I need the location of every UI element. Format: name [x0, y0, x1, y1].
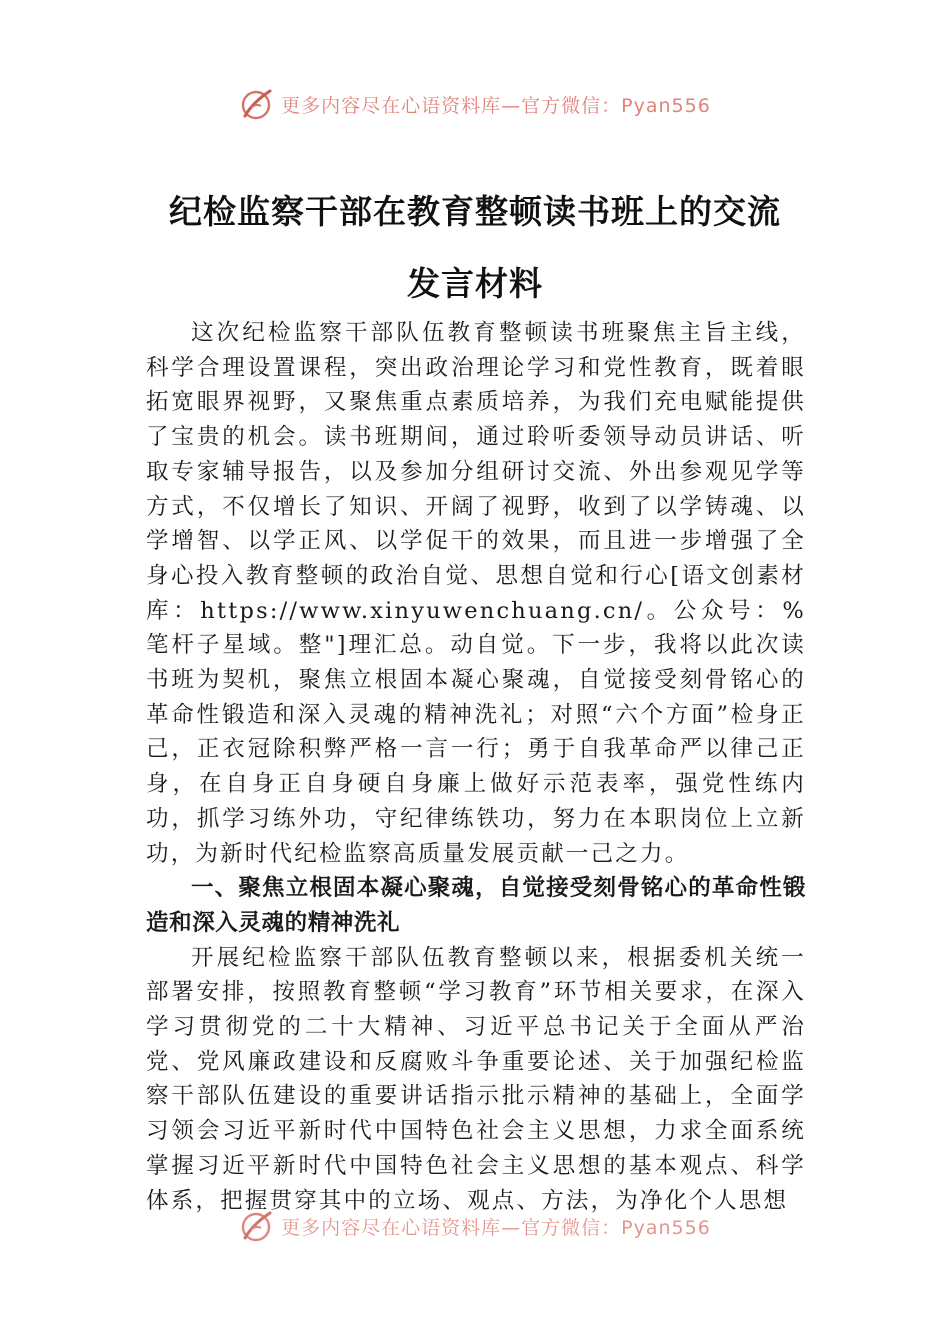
watermark-header: [0, 86, 950, 122]
brush-logo-icon: [239, 86, 275, 122]
watermark-text: 更多内容尽在心语资料库—官方微信：Pyan556: [281, 94, 711, 117]
watermark-text: 更多内容尽在心语资料库—官方微信：Pyan556: [281, 1216, 711, 1239]
document-title-line-1: 纪检监察干部在教育整顿读书班上的交流: [169, 192, 781, 231]
document-body: [146, 316, 806, 1218]
document-title-line-2: 发言材料: [407, 264, 543, 303]
brush-logo-icon: [239, 1208, 275, 1244]
paragraph-intro: 这次纪检监察干部队伍教育整顿读书班聚焦主旨主线，科学合理设置课程，突出政治理论学习和党性教育，既着眼拓宽眼界视野，又聚焦重点素质培养，为我们充电赋能提供了宝贵的机会。读书班期间，通过聆听委领导动员讲话、听取专家辅导报告，以及参加分组研讨交流、外出参观见学等方式，不仅增长了知识、开阔了视野，收到了以学铸魂、以学增智、以学正风、以学促干的效果，而且进一步增强了全身心投入教育整顿的政治自觉、思想自觉和行心[语文创素材库：https://www.xinyuwenchuang.cn/。公众号：%笔杆子星域。整"]理汇总。动自觉。下一步，我将以此次读书班为契机，聚焦立根固本凝心聚魂，自觉接受刻骨铭心的革命性锻造和深入灵魂的精神洗礼；对照“六个方面”检身正己，正衣冠除积弊严格一言一行；勇于自我革命严以律己正身，在自身正自身硬自身廉上做好示范表率，强党性练内功，抓学习练外功，守纪律练铁功，努力在本职岗位上立新功，为新时代纪检监察高质量发展贡献一己之力。: [146, 320, 806, 867]
paragraph-section-1: 开展纪检监察干部队伍教育整顿以来，根据委机关统一部署安排，按照教育整顿“学习教育”环节相关要求，在深入学习贯彻党的二十大精神、习近平总书记关于全面从严治党、党风廉政建设和反腐败斗争重要论述、关于加强纪检监察干部队伍建设的重要讲话指示批示精神的基础上，全面学习领会习近平新时代中国特色社会主义思想，力求全面系统掌握习近平新时代中国特色社会主义思想的基本观点、科学体系，把握贯穿其中的立场、观点、方法，为净化个人思想: [146, 944, 806, 1214]
watermark-footer: [0, 1208, 950, 1244]
section-heading-1: 一、聚焦立根固本凝心聚魂，自觉接受刻骨铭心的革命性锻造和深入灵魂的精神洗礼: [146, 875, 806, 936]
